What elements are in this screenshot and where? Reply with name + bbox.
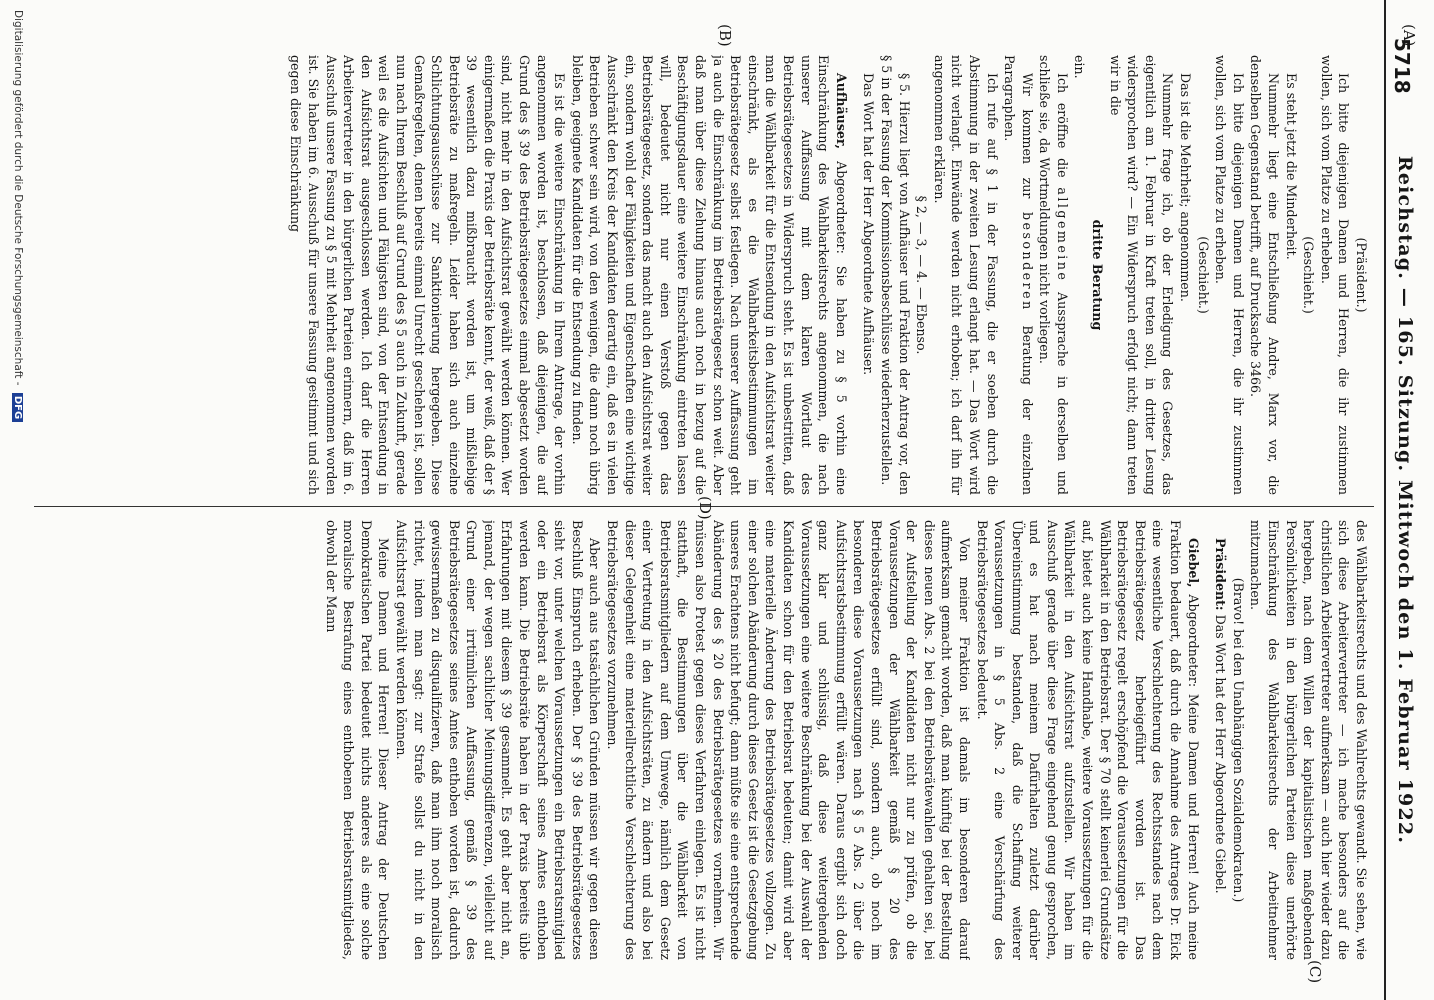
paragraph: Nummehr frage ich, ob der Erledigung des Gesetzes, das eigentlich am 1. Februar in Kraft treten soll, in dritter Lesung widersprochen wird? — Ein Widerspruch erfolgt nicht; dann treten wir in die bbox=[1107, 55, 1176, 495]
paragraph: Es steht jetzt die Minderheit. bbox=[1283, 73, 1299, 260]
paragraph: (Präsident.) bbox=[1354, 237, 1369, 313]
footer-text: Digitalisierung gefördert durch die Deutsche Forschungsgemeinschaft - bbox=[12, 10, 24, 386]
section-heading bbox=[1089, 55, 1107, 495]
paragraph bbox=[1001, 55, 1036, 495]
paragraph: Ich bitte diejenigen Damen und Herren, die ihr zustimmen wollen, sich vom Platze zu erheben. bbox=[1318, 55, 1352, 495]
speech-paragraph bbox=[1212, 520, 1230, 960]
margin-letter-c: (C) bbox=[1306, 960, 1324, 984]
text-span: Wir kommen zur bbox=[1019, 73, 1035, 199]
speech-text: Das Wort hat der Herr Abgeordnete Giebel. bbox=[1213, 614, 1229, 894]
speaker-name: Präsident: bbox=[1213, 538, 1229, 611]
text-span: Beratung der einzelnen Paragraphen. bbox=[1002, 55, 1035, 495]
paragraph: ein. bbox=[1072, 55, 1088, 79]
emphasis: allgemeine bbox=[1054, 187, 1070, 283]
spacer bbox=[850, 55, 860, 495]
paragraph: (Geschieht.) bbox=[1195, 236, 1211, 314]
paragraph: Ich bitte diejenigen Damen und Herren, die ihr zustimmen wollen, sich vom Platze zu erheben. bbox=[1213, 55, 1246, 495]
paragraph: § 5. Hierzu liegt von Aufhäuser und Fraktion der Antrag vor, den § 5 in der Fassung der Kommissionsbeschlüsse wiederherzustellen. bbox=[878, 55, 912, 495]
paragraph: Das Wort hat der Herr Abgeordnete Aufhäuser. bbox=[861, 73, 877, 376]
heading-dritte-beratung: dritte Beratung bbox=[1090, 219, 1106, 331]
margin-letter-b: (B) bbox=[716, 24, 734, 47]
paragraph: Meine Damen und Herren! Dieser Antrag der Deutschen Demokratischen Partei bedeutet nichts anderes als eine solche moralische Bestrafung eines enthobenen Betriebsratsmitgliedes, obwohl der Mann bbox=[323, 520, 392, 960]
emphasis: besonderen bbox=[1019, 211, 1035, 312]
page-header bbox=[1384, 0, 1426, 1000]
text-span: Aussprache in derselben und schließe sie, da Wortmeldungen nicht vorliegen. bbox=[1037, 55, 1070, 495]
speaker-name: Aufhäuser, bbox=[833, 73, 849, 150]
paragraph: (Geschieht.) bbox=[1301, 236, 1317, 314]
margin-letter-a: (A) bbox=[1400, 24, 1418, 47]
paragraph: Es ist die weitere Einschränkung in Ihrem Antrage, der vorhin angenommen worden ist, beschlossen, daß diejenigen, die auf Grund des § 39 des Betriebsrätegesetzes einmal abgesetzt worden sind, nicht mehr in den Aufsichtsrat gewählt werden können. Wer einigermaßen die Praxis der Betriebsräte kennt, der weiß, daß der § 39 wesentlich dazu mißbraucht worden ist, um mißliebige Betriebsräte zu maßregeln. Leider haben sich auch einzelne Schlichtungsausschüsse zur Sanktionierung hergegeben. Diese Gemaßregelten, denen bereits einmal Unrecht geschehen ist, sollen nun nach Ihrem Beschluß auf Grund des § 5 auch in Zukunft, gerade weil es die Aufsichten und Fähigsten sind, von der Entsendung in den Aufsichtsrat ausgeschlossen werden. Ich darf die Herren Arbeitervertreter in den bürgerlichen Parteien erinnern, daß im 6. Ausschuß unsere Fassung zu § 5 mit Mehrheit angenommen worden ist. Sie haben im 6. Ausschuß für unsere Fassung gestimmt und sich gegen diese Einschränkung bbox=[288, 55, 568, 495]
page-number: 5718 bbox=[1390, 38, 1414, 94]
paragraph: Nummehr liegt eine Entschließung Andre, Marx vor, die denselben Gegenstand betrifft, auf Drucksache 3466. bbox=[1248, 55, 1282, 495]
right-column bbox=[30, 520, 1370, 960]
paragraph: Ich rufe auf § 1 in der Fassung, die er soeben durch die Abstimmung in der zweiten Lesung erlangt hat. — Das Wort wird nicht verlangt. Einwände werden nicht erhoben; ich darf ihn für angenommen erklären. bbox=[931, 55, 1000, 495]
speaker-name: Giebel, bbox=[1185, 538, 1201, 588]
left-column bbox=[30, 55, 1370, 495]
paragraph: Von meiner Fraktion ist damals im besonderen darauf aufmerksam gemacht worden, daß man künftig bei der Bestellung dieses neuen Abs. 2 bei den Betriebsrätewahlen gehalten sei, bei der Aufstellung der Kandidaten nicht nur zu prüfen, ob die Voraussetzungen der Wählbarkeit gemäß § 20 des Betriebsrätegesetzes erfüllt sind, sondern auch, ob noch im besonderen diese Voraussetzungen nach § 5 Abs. 2 über die Aufsichtsratsbestimmung erfüllt wären. Daraus ergibt sich doch ganz klar und schlüssig, daß diese weitergehenden Voraussetzungen eine weitere Beschränkung bei der Auswahl der Kandidaten schon für den Betriebsrat bedeuten; damit wird aber eine materielle Änderung des Betriebsrätegesetzes vollzogen. Zu einer solchen Abänderung durch dieses Gesetz ist die Gesetzgebung unseres Erachtens nicht befugt; dann müßte sie eine entsprechende Abänderung des § 20 des Betriebsrätegesetzes vornehmen. Wir müssen also Protest gegen dieses Verfahren einlegen. Es ist nicht statthaft, die Bestimmungen über die Wählbarkeit von Betriebsratsmitgliedern auf dem Umwege, nämlich dem Gesetz einer Vertretung in den Aufsichtsräten, zu ändern und also bei dieser Gelegenheit eine materiellrechtliche Verschlechterung des Betriebsrätegesetzes vorzunehmen. bbox=[605, 520, 972, 960]
speech-text: Abgeordneter: Meine Damen und Herren! Auch meine Fraktion bedauert, daß durch die Annahme des Antrages Dr. Eick eine wesentliche Verschlechterung des Rechtsstandes nach dem Betriebsrätegesetz herbeigeführt worden ist. Das Betriebsrätegesetz regelt erschöpfend die Voraussetzungen für die Wählbarkeit in den Betriebsrat. Der § 70 stellt keinerlei Grundsätze auf, bietet auch keine Handhabe, weitere Voraussetzungen für die Wählbarkeit in den Aufsichtsrat aufzustellen. Wir haben im Ausschuß gerade über diese Frage eingehend genug gesprochen, und es hat nach meinem Dafürhalten zuletzt darüber Übereinstimmung bestanden, daß die Schaffung weiterer Voraussetzungen in § 5 Abs. 2 eine Verschärfung des Betriebsrätegesetzes bedeutet. bbox=[974, 520, 1201, 960]
paragraph: des Wählbarkeitsrechts und des Wahlrechts gewandt. Sie sehen, wie sich diese Arbeitervertreter — ich mache besonders auf die christlichen Arbeitervertreter aufmerksam — auch hier wieder dazu hergeben, nach dem Willen der kapitalistischen maßgebenden Persönlichkeiten in den bürgerlichen Parteien diese unerhörte Einschränkung des Wahlbarkeitsrechts der Arbeitnehmer mitzumachen. bbox=[1248, 520, 1369, 960]
margin-letter-d: (D) bbox=[696, 496, 714, 520]
running-title: Reichstag. — 165. Sitzung. Mittwoch den 1. Februar 1922. bbox=[1394, 155, 1416, 845]
paragraph: Das ist die Mehrheit; angenommen. bbox=[1178, 73, 1194, 302]
text-span: Ich eröffne die bbox=[1054, 73, 1070, 178]
paragraph: (Bravo! bei den Unabhängigen Sozialdemokraten.) bbox=[1230, 577, 1246, 903]
paragraph: § 2, — 3, — 4. — Ebenso. bbox=[914, 195, 930, 355]
speech-paragraph bbox=[973, 520, 1202, 960]
speech-text: Abgeordneter: Sie haben zu § 5 vorhin eine Einschränkung des Wahlbarkeitsrechts angenommen, die nach unserer Auffassung mit dem klaren Wortlaut des Betriebsrätegesetzes in Widerspruch steht. Es ist unbestritten, daß man die Wählbarkeit für die Entsendung in den Aufsichtsrat weiter einschränkt, als es die Wahlbarkeitsbestimmungen im Betriebsrätegesetz selbst festlegen. Nach unserer Auffassung geht ja auch die Einschränkung im Betriebsrätegesetz schon weit. Aber daß man über diese Ziehung hinaus auch noch in bezug auf die Beschäftigungsdauer eine weitere Einschränkung eintreten lassen will, bedeutet nicht nur einen Verstoß gegen das Betriebsrätegesetz, sondern das macht auch den Aufsichtsrat weiter ein, sondern wohl der Fähigkeiten und Eigenschaften eine wichtige Ausschränkt den Kreis der Kandidaten derartig ein, daß es in vielen Betrieben schwer sein wird, von den wenigen, die dann noch übrig bleiben, geeignete Kandidaten für die Entsendung zu finden. bbox=[569, 55, 849, 495]
spacer bbox=[1202, 520, 1212, 960]
paragraph: Aber auch aus tatsächlichen Gründen müssen wir gegen diesen Beschluß Einspruch erheben. Der § 39 des Betriebsrätegesetzes sieht vor, unter welchen Voraussetzungen ein Betriebsratsmitglied oder ein Betriebsrat als Körperschaft seines Amtes enthoben werden kann. Die Betriebsräte haben in der Praxis bereits üble Erfahrungen mit diesem § 39 gesammelt. Es geht aber nicht an, jemand, der wegen sachlicher Meinungsdifferenzen, vielleicht auf Grund einer irrtümlichen Auffassung, gemäß § 39 des Betriebsrätegesetzes seines Amtes enthoben worden ist, dadurch gewissermaßen zu disqualifizieren, daß man ihm noch moralisch richtet, indem man sagt: zur Strafe sollst du nicht in den Aufsichtsrat gewählt werden können. bbox=[393, 520, 603, 960]
speech-paragraph bbox=[568, 55, 850, 495]
paragraph bbox=[1036, 55, 1071, 495]
digitization-footer bbox=[12, 10, 24, 422]
dfg-logo: DFG bbox=[12, 393, 23, 422]
